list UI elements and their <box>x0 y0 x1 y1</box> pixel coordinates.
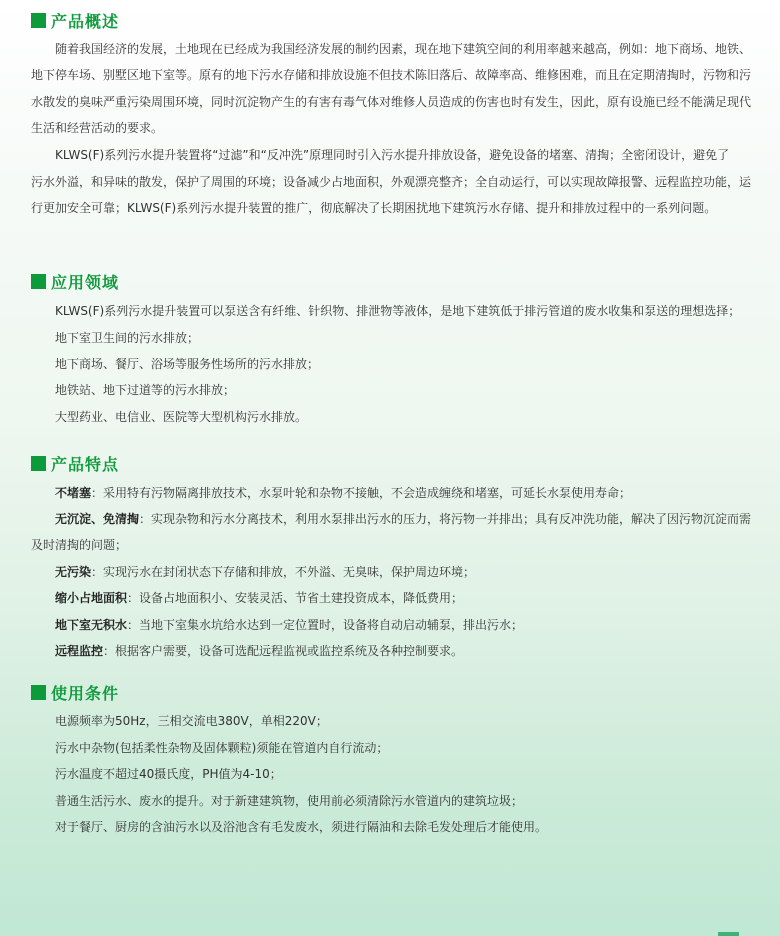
section-title-text: 产品概述 <box>51 11 120 31</box>
feature-label: 远程监控 <box>55 644 104 658</box>
overview-line-6: 污水外溢，和异味的散发，保护了周围的环境；设备减少占地面积，外观漂亮整齐；全自动运行，可以实现故障报警、远程监控功能，运 <box>31 175 752 189</box>
conditions-line-1: 电源频率为50Hz，三相交流电380V，单相220V； <box>55 714 328 728</box>
section-title-text: 应用领域 <box>51 272 120 292</box>
overview-line-5: KLWS(F)系列污水提升装置将“过滤”和“反冲洗”原理同时引入污水提升排放设备，避免设备的堵塞、清掏；全密闭设计，避免了 <box>55 148 730 162</box>
conditions-line-3: 污水温度不超过40摄氏度，PH值为4-10； <box>55 767 282 781</box>
feature-text: ：当地下室集水坑给水达到一定位置时，设备将自动启动辅泵，排出污水； <box>127 618 524 632</box>
applications-line-2: 地下室卫生间的污水排放； <box>55 331 200 345</box>
conditions-line-4: 普通生活污水、废水的提升。对于新建建筑物，使用前必须清除污水管道内的建筑垃圾； <box>55 794 524 808</box>
section-title-features <box>31 452 119 474</box>
overview-line-3: 水散发的臭味严重污染周围环境，同时沉淀物产生的有害有毒气体对维修人员造成的伤害也时有发生，因此，原有设施已经不能满足现代 <box>31 95 752 109</box>
feature-item-no-pollution <box>55 564 475 580</box>
section-title-text: 使用条件 <box>51 683 120 703</box>
overview-line-2: 地下停车场、别墅区地下室等。原有的地下污水存储和排放设施不但技术陈旧落后、故障率高、维修困难，而且在定期清掏时，污物和污 <box>31 68 752 82</box>
section-title-overview <box>31 9 119 31</box>
green-square-icon <box>31 456 46 471</box>
section-title-conditions <box>31 681 119 703</box>
feature-label: 无污染 <box>55 565 92 579</box>
feature-item-small-footprint <box>55 590 463 606</box>
feature-item-no-clog <box>55 485 631 501</box>
page-indicator-bar <box>718 932 739 936</box>
conditions-line-5: 对于餐厅、厨房的含油污水以及浴池含有毛发废水，须进行隔油和去除毛发处理后才能使用。 <box>55 820 548 834</box>
feature-text: ：根据客户需要，设备可选配远程监视或监控系统及各种控制要求。 <box>103 644 464 658</box>
conditions-line-2: 污水中杂物(包括柔性杂物及固体颗粒)须能在管道内自行流动； <box>55 741 389 755</box>
feature-label: 无沉淀、免清掏 <box>55 512 140 526</box>
feature-item-no-standing-water <box>55 617 523 633</box>
feature-label: 不堵塞 <box>55 486 92 500</box>
feature-item-remote-monitoring <box>55 643 463 659</box>
applications-line-5: 大型药业、电信业、医院等大型机构污水排放。 <box>55 410 308 424</box>
section-title-text: 产品特点 <box>51 454 120 474</box>
feature-text: ：设备占地面积小、安装灵活、节省土建投资成本，降低费用； <box>127 591 464 605</box>
feature-item-no-sediment <box>55 511 751 527</box>
applications-line-1: KLWS(F)系列污水提升装置可以泵送含有纤维、针织物、排泄物等液体，是地下建筑低于排污管道的废水收集和泵送的理想选择； <box>55 304 741 318</box>
feature-text: ：采用特有污物隔离排放技术，水泵叶轮和杂物不接触，不会造成缠绕和堵塞，可延长水泵使用寿命； <box>91 486 632 500</box>
feature-text: ：实现污水在封闭状态下存储和排放，不外溢、无臭味，保护周边环境； <box>91 565 476 579</box>
green-square-icon <box>31 685 46 700</box>
feature-item-no-sediment-continuation: 及时清掏的问题； <box>31 538 128 552</box>
overview-line-7: 行更加安全可靠；KLWS(F)系列污水提升装置的推广，彻底解决了长期困扰地下建筑污水存储、提升和排放过程中的一系列问题。 <box>31 201 717 215</box>
green-square-icon <box>31 13 46 28</box>
overview-line-1: 随着我国经济的发展，土地现在已经成为我国经济发展的制约因素，现在地下建筑空间的利用率越来越高，例如：地下商场、地铁、 <box>55 42 752 56</box>
section-title-applications <box>31 270 119 292</box>
feature-label: 缩小占地面积 <box>55 591 128 605</box>
overview-line-4: 生活和经营活动的要求。 <box>31 121 164 135</box>
green-square-icon <box>31 274 46 289</box>
applications-line-4: 地铁站、地下过道等的污水排放； <box>55 383 236 397</box>
applications-line-3: 地下商场、餐厅、浴场等服务性场所的污水排放； <box>55 357 320 371</box>
feature-text: ：实现杂物和污水分离技术，利用水泵排出污水的压力，将污物一并排出；具有反冲洗功能，解决了因污物沉淀而需 <box>139 512 752 526</box>
feature-label: 地下室无积水 <box>55 618 128 632</box>
